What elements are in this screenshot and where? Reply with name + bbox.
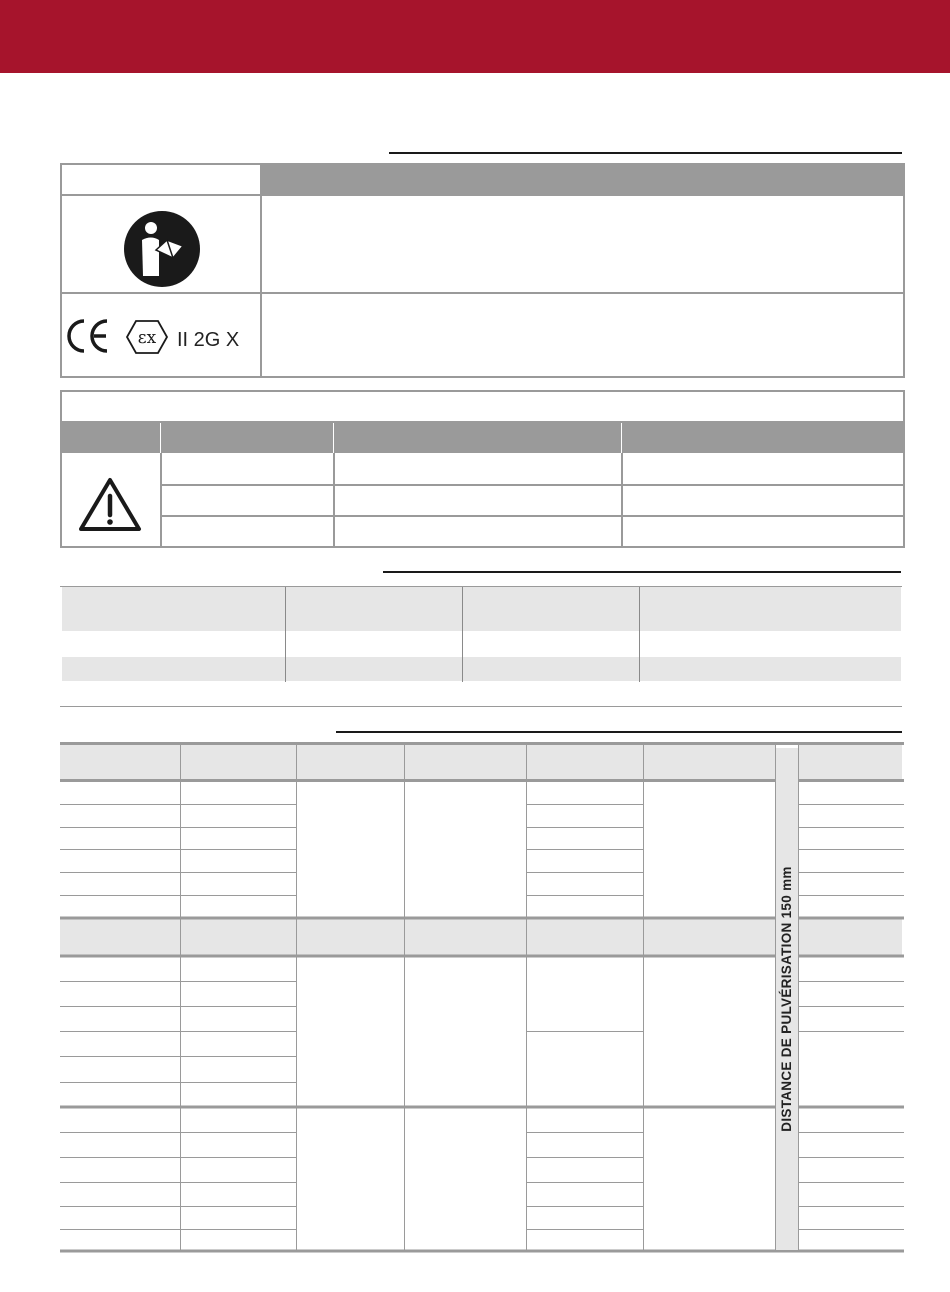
atex-marking-text: II 2G X (177, 329, 240, 351)
section-rule-spray (336, 731, 902, 733)
ce-marking-icon (66, 318, 112, 354)
section-rule-symbols (389, 152, 902, 154)
warning-table (60, 390, 905, 548)
warning-triangle-icon (78, 476, 142, 532)
spray-distance-label: DISTANCE DE PULVÉRISATION 150 mm (779, 866, 794, 1132)
svg-text:εx: εx (137, 328, 157, 348)
read-manual-icon (123, 210, 201, 288)
ex-hexagon-icon (125, 319, 169, 355)
symbols-table-header (262, 165, 903, 194)
spec-table-row-shaded (62, 657, 901, 681)
section-rule-specs (383, 571, 901, 573)
warning-table-header (62, 423, 903, 453)
spec-table-header (62, 587, 901, 631)
header-bar (0, 0, 950, 73)
